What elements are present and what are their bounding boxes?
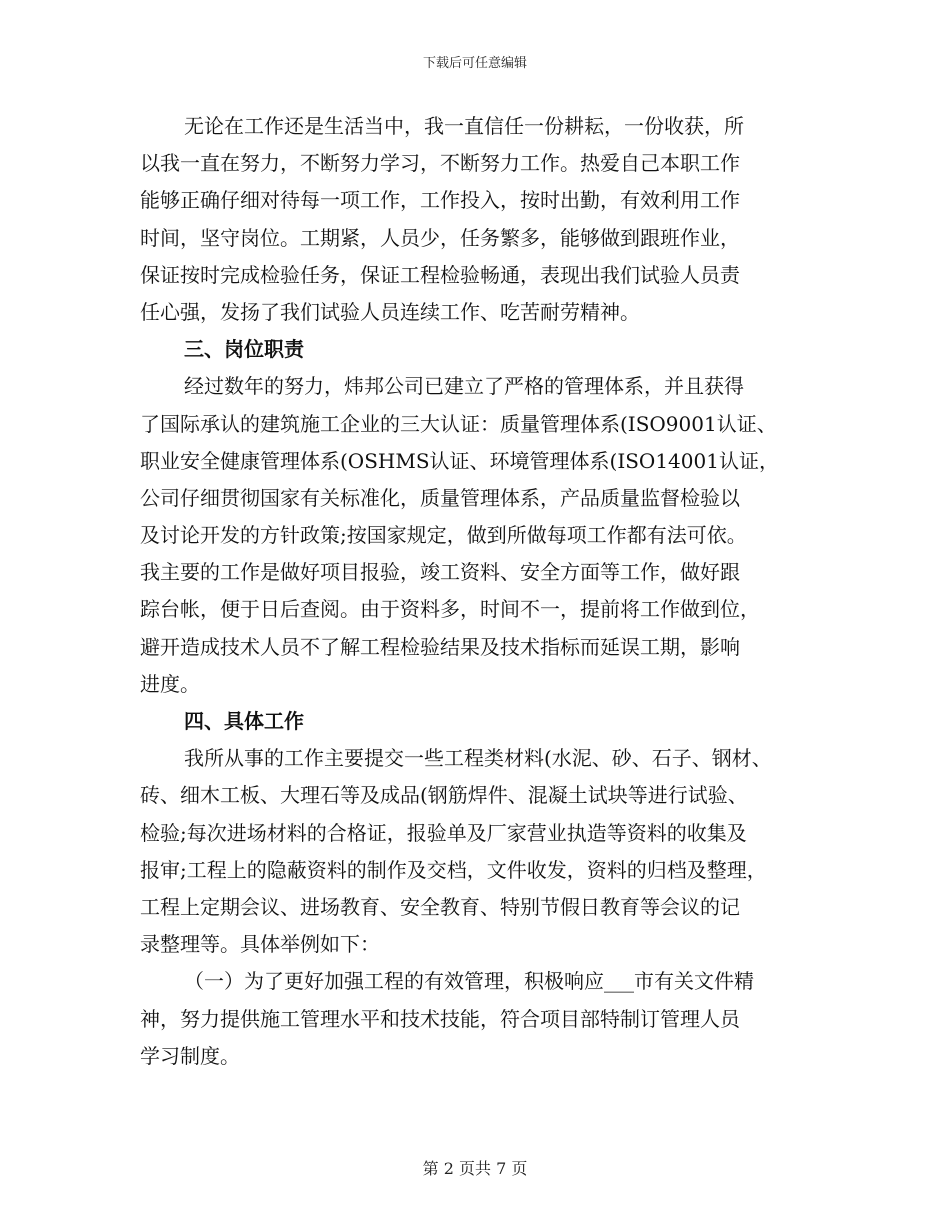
paragraph-line: 职业安全健康管理体系(OSHMS认证、环境管理体系(ISO14001认证， — [140, 448, 779, 473]
section-heading: 三、岗位职责 — [184, 337, 304, 362]
paragraph-line: 经过数年的努力，炜邦公司已建立了严格的管理体系，并且获得 — [184, 374, 744, 399]
paragraph-line: 能够正确仔细对待每一项工作，工作投入，按时出勤，有效利用工作 — [140, 188, 740, 213]
paragraph-line: 检验;每次进场材料的合格证，报验单及厂家营业执造等资料的收集及 — [140, 820, 747, 845]
paragraph-line: 我主要的工作是做好项目报验，竣工资料、安全方面等工作，做好跟 — [140, 560, 740, 585]
document-body — [140, 108, 830, 1075]
paragraph-line: （一）为了更好加强工程的有效管理，积极响应___市有关文件精 — [184, 969, 754, 994]
paragraph-line: 任心强，发扬了我们试验人员连续工作、吃苦耐劳精神。 — [140, 299, 640, 324]
paragraph-line: 以我一直在努力，不断努力学习，不断努力工作。热爱自己本职工作 — [140, 151, 740, 176]
paragraph-line: 避开造成技术人员不了解工程检验结果及技术指标而延误工期，影响 — [140, 634, 740, 659]
paragraph-line: 进度。 — [140, 671, 200, 696]
paragraph-line: 学习制度。 — [140, 1043, 240, 1068]
paragraph-line: 工程上定期会议、进场教育、安全教育、特别节假日教育等会议的记 — [140, 894, 740, 919]
paragraph-line: 报审;工程上的隐蔽资料的制作及交档，文件收发，资料的归档及整理， — [140, 857, 767, 882]
paragraph-line: 保证按时完成检验任务，保证工程检验畅通，表现出我们试验人员责 — [140, 262, 740, 287]
paragraph-line: 砖、细木工板、大理石等及成品(钢筋焊件、混凝土试块等进行试验、 — [140, 783, 748, 808]
paragraph-line: 及讨论开发的方针政策;按国家规定，做到所做每项工作都有法可依。 — [140, 523, 747, 548]
paragraph-line: 踪台帐，便于日后查阅。由于资料多，时间不一，提前将工作做到位， — [140, 597, 760, 622]
paragraph-line: 我所从事的工作主要提交一些工程类材料(水泥、砂、石子、钢材、 — [184, 746, 772, 771]
paragraph-line: 公司仔细贯彻国家有关标准化，质量管理体系，产品质量监督检验以 — [140, 485, 740, 510]
page-footer: 第 2 页共 7 页 — [422, 1159, 528, 1178]
paragraph-line: 了国际承认的建筑施工企业的三大认证：质量管理体系(ISO9001认证、 — [140, 411, 777, 436]
paragraph-line: 录整理等。具体举例如下： — [140, 932, 380, 957]
page-header: 下载后可任意编辑 — [422, 56, 527, 71]
paragraph-line: 时间，坚守岗位。工期紧，人员少，任务繁多，能够做到跟班作业， — [140, 225, 740, 250]
paragraph-line: 神，努力提供施工管理水平和技术技能，符合项目部特制订管理人员 — [140, 1006, 740, 1031]
paragraph-line: 无论在工作还是生活当中，我一直信任一份耕耘，一份收获，所 — [184, 114, 744, 138]
section-heading: 四、具体工作 — [184, 709, 304, 733]
